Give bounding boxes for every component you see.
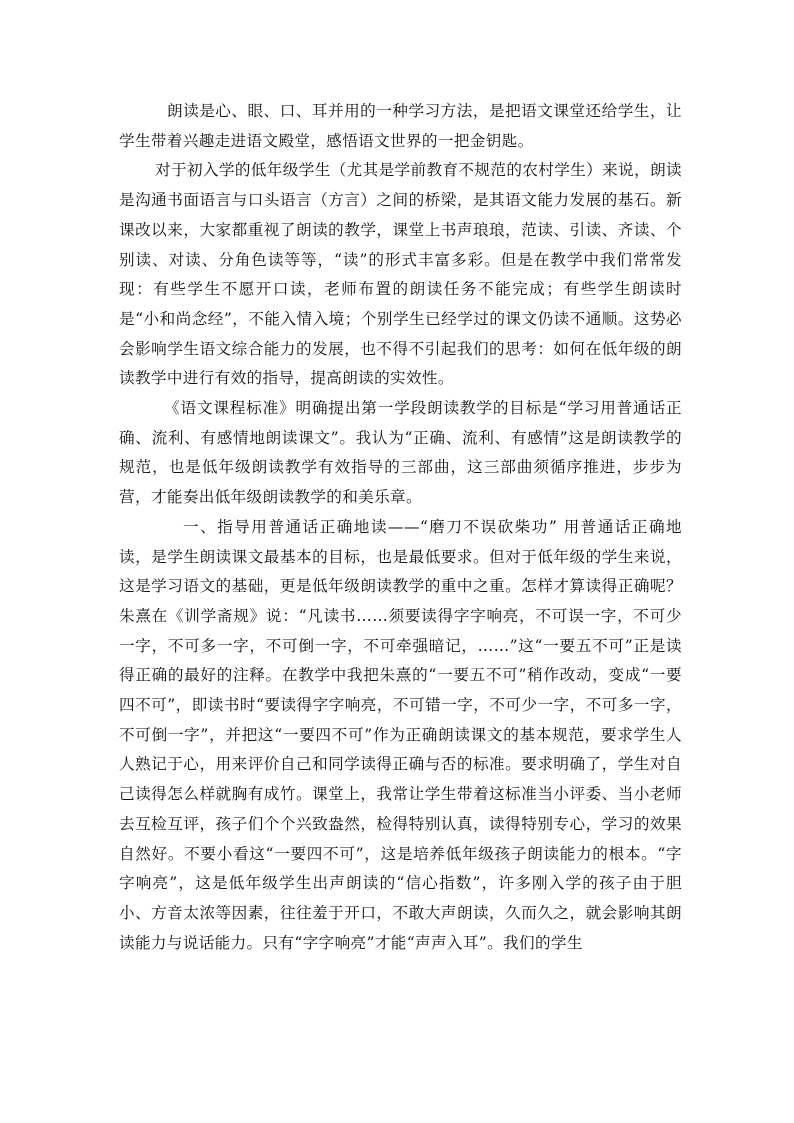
paragraph-background: 对于初入学的低年级学生（尤其是学前教育不规范的农村学生）来说，朗读是沟通书面语言与口头语言（方言）之间的桥梁，是其语文能力发展的基石。新课改以来，大家都重视了朗读的教学，课堂上书声琅琅，范读、引读、齐读、个别读、对读、分角色读等等，“读”的形式丰富多彩。但是在教学中我们常常发现：有些学生不愿开口读，老师布置的朗读任务不能完成；有些学生朗读时是“小和尚念经”，不能入情入境；个别学生已经学过的课文仍读不通顺。这势必会影响学生语文综合能力的发展，也不得不引起我们的思考：如何在低年级的朗读教学中进行有效的指导，提高朗读的实效性。 [119,161,682,388]
body-text [119,97,682,958]
paragraph-curriculum-standard: 《语文课程标准》明确提出第一学段朗读教学的目标是“学习用普通话正确、流利、有感情地朗读课文”。我认为“正确、流利、有感情”这是朗读教学的规范，也是低年级朗读教学有效指导的三部曲，这三部曲须循序推进，步步为营，才能奏出低年级朗读教学的和美乐章。 [119,399,682,507]
paragraph-intro: 朗读是心、眼、口、耳并用的一种学习方法，是把语文课堂还给学生，让学生带着兴趣走进语文殿堂，感悟语文世界的一把金钥匙。 [119,102,682,150]
paragraph-section-one: 一、指导用普通话正确地读——“磨刀不误砍柴功” 用普通话正确地读，是学生朗读课文最基本的目标，也是最低要求。但对于低年级的学生来说，这是学习语文的基础，更是低年级朗读教学的重中之重。怎样才算读得正确呢？朱熹在《训学斋规》说：“凡读书……须要读得字字响亮，不可误一字，不可少一字，不可多一字，不可倒一字，不可牵强暗记，……”这“一要五不可”正是读得正确的最好的注释。在教学中我把朱熹的“一要五不可”稍作改动，变成“一要四不可”，即读书时“要读得字字响亮，不可错一字，不可少一字，不可多一字，不可倒一字”，并把这“一要四不可”作为正确朗读课文的基本规范，要求学生人人熟记于心，用来评价自己和同学读得正确与否的标准。要求明确了，学生对自己读得怎么样就胸有成竹。课堂上，我常让学生带着这标准当小评委、当小老师去互检互评，孩子们个个兴致盎然，检得特别认真，读得特别专心，学习的效果自然好。不要小看这“一要四不可”，这是培养低年级孩子朗读能力的根本。“字字响亮”，这是低年级学生出声朗读的“信心指数”，许多刚入学的孩子由于胆小、方音太浓等因素，往往羞于开口，不敢大声朗读，久而久之，就会影响其朗读能力与说话能力。只有“字字响亮”才能“声声入耳”。我们的学生 [119,517,682,952]
